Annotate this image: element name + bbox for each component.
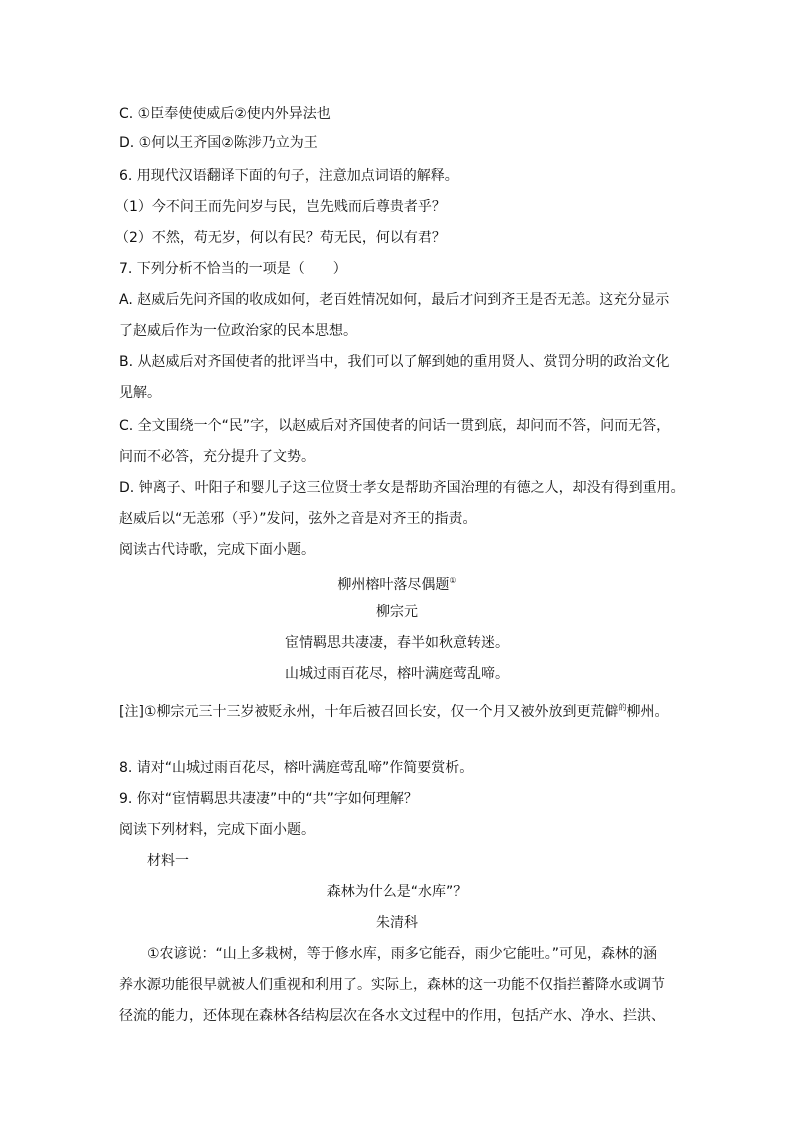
poem-title: 柳州榕叶落尽偶题 [337,577,450,593]
poem-intro: 阅读古代诗歌，完成下面小题。 [119,542,315,558]
q7-option-b-line1: B. 从赵威后对齐国使者的批评当中，我们可以了解到她的重用贤人、赏罚分明的政治文化 [119,354,670,370]
poem-title-footnote-mark: ① [449,576,457,585]
q7-option-c-line1: C. 全文围绕一个“民”字，以赵威后对齐国使者的问话一贯到底，却问而不答，问而无答， [119,418,671,434]
article-title: 森林为什么是“水库”？ [326,884,468,900]
article-para-line3: 径流的能力，还体现在森林各结构层次在各水文过程中的作用，包括产水、净水、拦洪、 [119,1008,665,1024]
article-author: 朱清科 [376,915,418,931]
material-label: 材料一 [147,853,189,869]
q7-option-a-line1: A. 赵威后先问齐国的收成如何，老百姓情况如何，最后才问到齐王是否无恙。这充分显示 [119,292,670,308]
poem-title-line [0,573,794,593]
q6-sentence-2: （2）不然，苟无岁，何以有民？苟无民，何以有君？ [115,230,446,246]
material-intro: 阅读下列材料，完成下面小题。 [119,822,315,838]
q8: 8. 请对“山城过雨百花尽，榕叶满庭莺乱啼”作简要赏析。 [119,760,474,776]
q7-option-a-line2: 了赵威后作为一位政治家的民本思想。 [119,323,357,339]
poem-note-end: 柳州。 [626,704,669,720]
poem-line-2: 山城过雨百花尽，榕叶满庭莺乱啼。 [285,666,509,682]
q5-option-c: C. ①臣奉使使威后②使内外异法也 [119,106,331,122]
q7-option-b-line2: 见解。 [119,385,161,401]
poem-author: 柳宗元 [376,604,418,620]
q7-option-d-line2: 赵威后以“无恙邪（乎）”发问，弦外之音是对齐王的指责。 [119,511,477,527]
q6-stem: 6. 用现代汉语翻译下面的句子，注意加点词语的解释。 [119,168,459,184]
q7-option-c-line2: 问而不必答，充分提升了文势。 [119,449,315,465]
poem-note-text: [注]①柳宗元三十三岁被贬永州，十年后被召回长安，仅一个月又被外放到更荒僻 [119,704,619,720]
poem-note [119,700,668,720]
poem-line-1: 宦情羁思共凄凄，春半如秋意转迷。 [285,635,509,651]
article-para-line2: 养水源功能很早就被人们重视和利用了。实际上，森林的这一功能不仅指拦蓄降水或调节 [119,977,665,993]
q6-sentence-1: （1）今不问王而先问岁与民，岂先贱而后尊贵者乎？ [115,199,446,215]
q5-option-d: D. ①何以王齐国②陈涉乃立为王 [119,135,318,151]
q9: 9. 你对“宦情羁思共凄凄”中的“共”字如何理解？ [119,791,418,807]
q7-stem: 7. 下列分析不恰当的一项是（ ） [119,261,347,277]
q7-option-d-line1: D. 钟离子、叶阳子和婴儿子这三位贤士孝女是帮助齐国治理的有德之人，却没有得到重用。 [119,480,685,496]
poem-note-superscript: 的 [618,703,627,712]
article-para-line1: ①农谚说：“山上多栽树，等于修水库，雨多它能吞，雨少它能吐。”可见，森林的涵 [147,946,658,962]
